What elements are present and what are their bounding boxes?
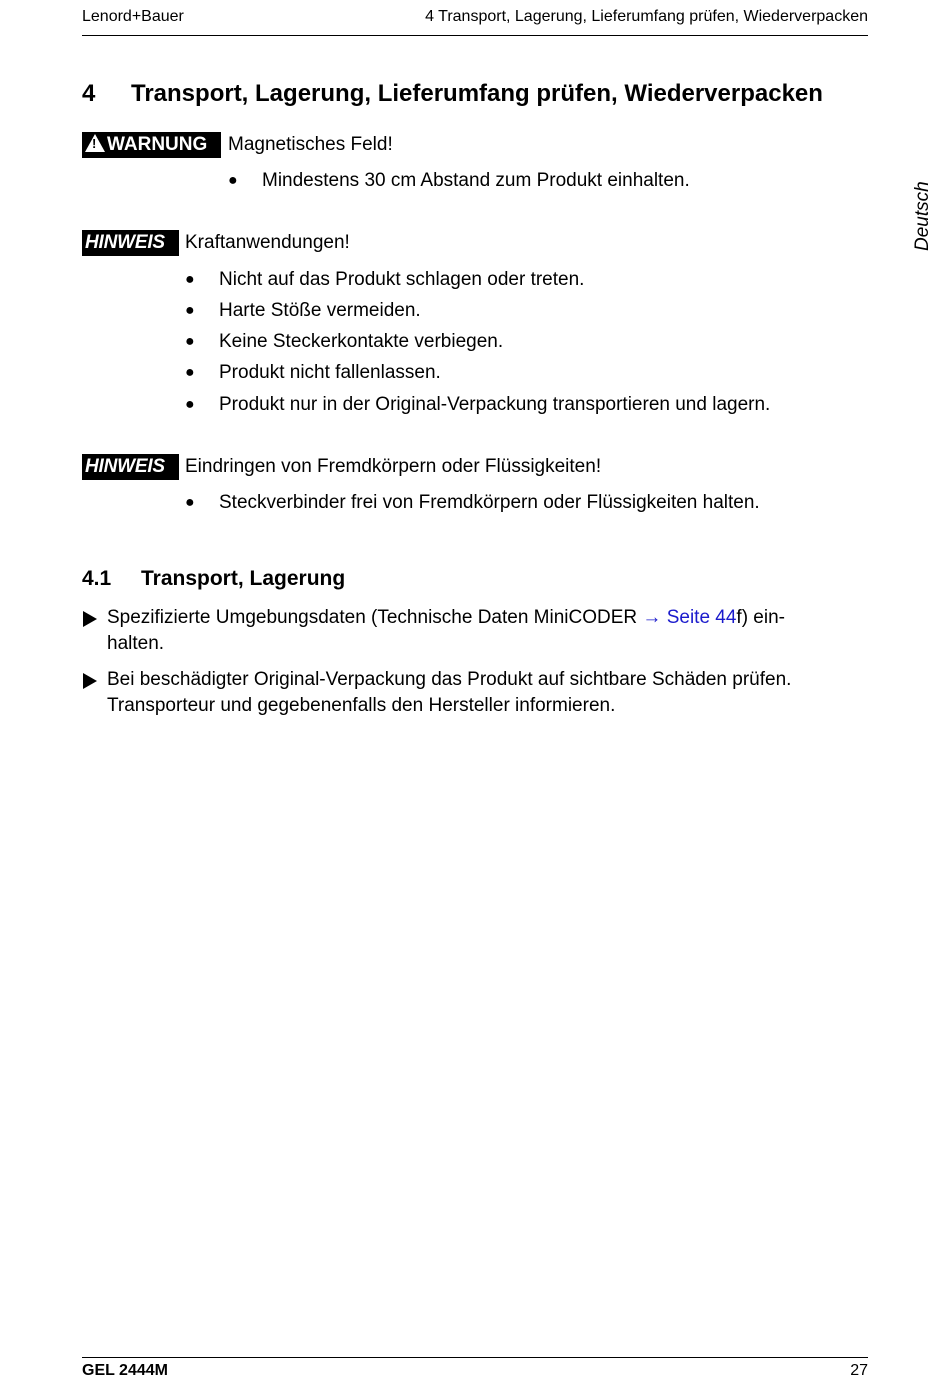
- notice-item: Nicht auf das Produkt schlagen oder treten.: [219, 269, 585, 290]
- notice-item: Steckverbinder frei von Fremdkörpern oder Flüssigkeiten halten.: [219, 492, 760, 513]
- step-text-continued: halten.: [107, 633, 165, 654]
- bullet-icon: ●: [185, 302, 195, 319]
- step-arrow-icon: [83, 611, 97, 627]
- bullet-icon: ●: [185, 364, 195, 381]
- notice-text: Eindringen von Fremdkörpern oder Flüssigkeiten!: [185, 456, 602, 477]
- bullet-icon: ●: [228, 172, 238, 189]
- footer-product: GEL 2444M: [82, 1362, 168, 1379]
- footer-page-number: 27: [850, 1362, 868, 1379]
- bullet-icon: ●: [185, 333, 195, 350]
- step-arrow-icon: [83, 673, 97, 689]
- section-title: Transport, Lagerung: [141, 567, 346, 590]
- page-reference-link[interactable]: → Seite 44: [642, 607, 737, 628]
- notice-item: Produkt nicht fallenlassen.: [219, 362, 441, 383]
- warning-item: Mindestens 30 cm Abstand zum Produkt einhalten.: [262, 170, 690, 191]
- step-text-continued: Transporteur und gegebenenfalls den Hersteller informieren.: [107, 695, 616, 716]
- header-chapter-title: 4 Transport, Lagerung, Lieferumfang prüfen, Wiederverpacken: [425, 8, 868, 25]
- step-text: Spezifizierte Umgebungsdaten (Technische Daten MiniCODER → Seite 44f) ein-: [107, 607, 785, 628]
- bullet-icon: ●: [185, 396, 195, 413]
- chapter-title: Transport, Lagerung, Lieferumfang prüfen, Wiederverpacken: [131, 80, 823, 107]
- side-language-tab: Deutsch: [912, 181, 933, 251]
- notice-text: Kraftanwendungen!: [185, 232, 350, 253]
- notice-item: Harte Stöße vermeiden.: [219, 300, 421, 321]
- notice-item: Produkt nur in der Original-Verpackung transportieren und lagern.: [219, 394, 771, 415]
- section-number: 4.1: [82, 567, 112, 590]
- warning-triangle-icon: [85, 134, 105, 152]
- warning-signal-word: !WARNUNG: [82, 132, 221, 158]
- header-company: Lenord+Bauer: [82, 8, 184, 25]
- notice-signal-word: HINWEIS: [82, 454, 179, 480]
- footer-rule: [82, 1357, 868, 1358]
- header-rule: [82, 35, 868, 36]
- notice-item: Keine Steckerkontakte verbiegen.: [219, 331, 504, 352]
- notice-signal-word: HINWEIS: [82, 230, 179, 256]
- step-text: Bei beschädigter Original-Verpackung das Produkt auf sichtbare Schäden prüfen.: [107, 669, 792, 690]
- chapter-number: 4: [82, 80, 96, 107]
- bullet-icon: ●: [185, 494, 195, 511]
- warning-text: Magnetisches Feld!: [228, 134, 393, 155]
- bullet-icon: ●: [185, 271, 195, 288]
